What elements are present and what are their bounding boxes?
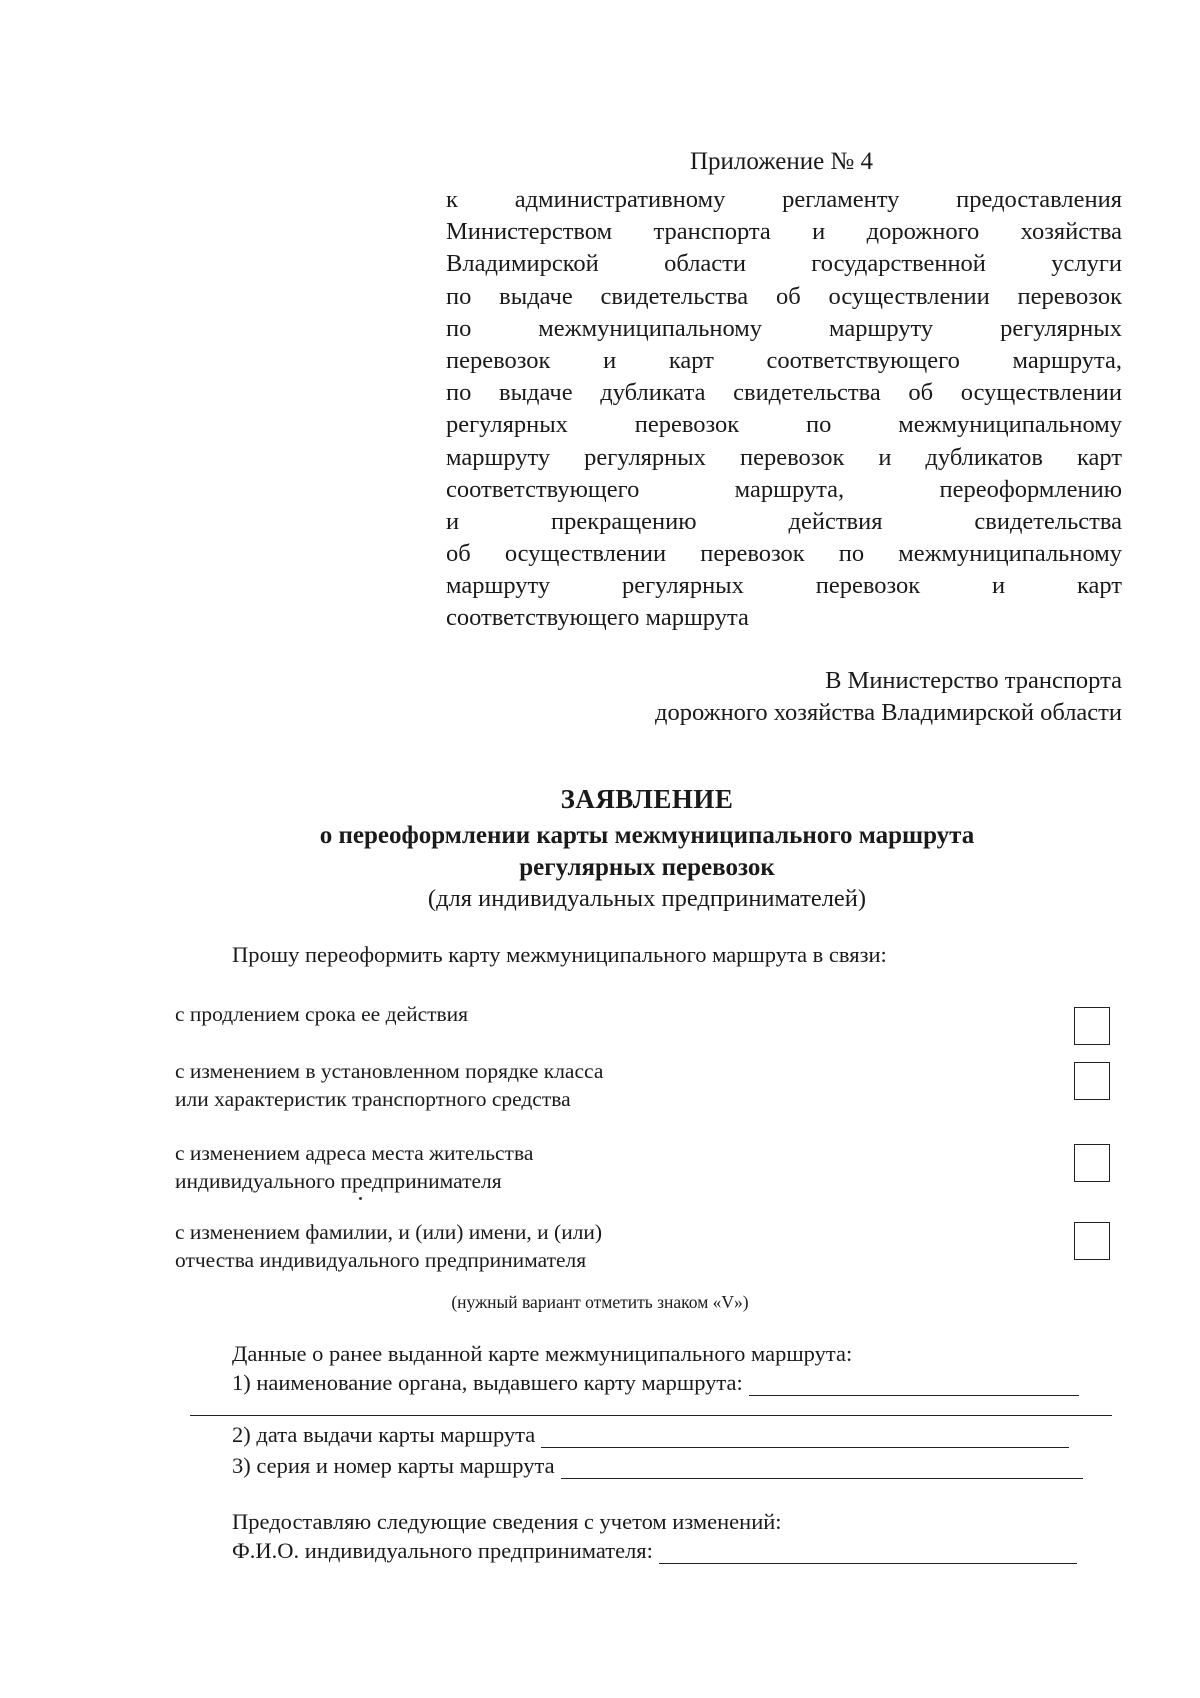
reason-label: с изменением фамилии, и (или) имени, и (или) xyxy=(175,1220,603,1244)
addressee-line-1: В Министерство транспорта xyxy=(825,667,1122,694)
reason-label: с изменением в установленном порядке класса xyxy=(175,1059,604,1083)
appendix-line: к административному регламенту предоставления xyxy=(446,186,1122,213)
appendix-line: по выдаче дубликата свидетельства об осуществлении xyxy=(446,379,1122,407)
issue-date-field xyxy=(232,1422,1069,1448)
card-number-field xyxy=(232,1453,1083,1479)
reason-label: или характеристик транспортного средства xyxy=(175,1087,571,1111)
issuing-authority-field xyxy=(232,1370,1079,1396)
reason-extension-checkbox[interactable] xyxy=(1074,1007,1110,1045)
document-subtitle: о переоформлении карты межмуниципального маршрута xyxy=(319,822,975,849)
card-number-input[interactable] xyxy=(561,1458,1083,1479)
reason-address-change-checkbox[interactable] xyxy=(1074,1144,1110,1182)
request-text: Прошу переоформить карту межмуниципального маршрута в связи: xyxy=(232,942,887,967)
issuing-authority-continuation-line[interactable] xyxy=(190,1415,1112,1416)
previous-card-title: Данные о ранее выданной карте межмуниципального маршрута: xyxy=(232,1341,853,1366)
reason-extension xyxy=(175,1000,468,1028)
appendix-line: и прекращению действия свидетельства xyxy=(446,507,1122,535)
reason-label: с изменением адреса места жительства xyxy=(175,1141,534,1165)
reason-address-change xyxy=(175,1139,533,1195)
appendix-reference xyxy=(446,184,1122,635)
fio-field xyxy=(232,1538,1077,1564)
appendix-line: по выдаче свидетельства об осуществлении перевозок xyxy=(446,282,1122,310)
appendix-line: об осуществлении перевозок по межмуниципальному xyxy=(446,540,1122,568)
appendix-line: маршруту регулярных перевозок и дубликатов карт xyxy=(446,443,1122,471)
reason-name-change-checkbox[interactable] xyxy=(1074,1222,1110,1260)
reason-vehicle-change xyxy=(175,1057,603,1113)
reason-label: отчества индивидуального предпринимателя xyxy=(175,1248,587,1272)
appendix-line: маршруту регулярных перевозок и карт xyxy=(446,572,1122,600)
reason-vehicle-change-checkbox[interactable] xyxy=(1074,1062,1110,1100)
checkbox-hint: (нужный вариант отметить знаком «V») xyxy=(451,1292,749,1312)
addressee xyxy=(502,665,1122,729)
scan-speck xyxy=(359,1197,362,1200)
appendix-line: соответствующего маршрута xyxy=(446,604,749,632)
addressee-line-2: дорожного хозяйства Владимирской области xyxy=(655,699,1122,726)
reason-label: индивидуального предпринимателя xyxy=(175,1169,502,1193)
reason-name-change xyxy=(175,1218,602,1274)
provide-title: Предоставляю следующие сведения с учетом изменений: xyxy=(232,1509,782,1534)
appendix-line: регулярных перевозок по межмуниципальному xyxy=(446,411,1122,439)
issue-date-input[interactable] xyxy=(541,1427,1069,1448)
appendix-title: Приложение № 4 xyxy=(690,148,874,175)
reason-label: с продлением срока ее действия xyxy=(175,1002,469,1026)
appendix-line: Министерством транспорта и дорожного хозяйства xyxy=(446,218,1122,246)
issuing-authority-input[interactable] xyxy=(749,1375,1079,1396)
document-title: ЗАЯВЛЕНИЕ xyxy=(560,784,734,814)
document-subtitle: регулярных перевозок xyxy=(519,854,775,881)
field-label: Ф.И.О. индивидуального предпринимателя: xyxy=(232,1538,653,1563)
appendix-line: Владимирской области государственной услуги xyxy=(446,250,1122,278)
field-label: 2) дата выдачи карты маршрута xyxy=(232,1422,536,1447)
fio-input[interactable] xyxy=(659,1543,1077,1564)
field-label: 1) наименование органа, выдавшего карту маршрута: xyxy=(232,1370,743,1395)
appendix-line: по межмуниципальному маршруту регулярных xyxy=(446,314,1122,342)
document-audience: (для индивидуальных предпринимателей) xyxy=(427,885,867,912)
field-label: 3) серия и номер карты маршрута xyxy=(232,1453,555,1478)
appendix-line: соответствующего маршрута, переоформлению xyxy=(446,475,1122,503)
appendix-line: перевозок и карт соответствующего маршрута, xyxy=(446,346,1122,374)
